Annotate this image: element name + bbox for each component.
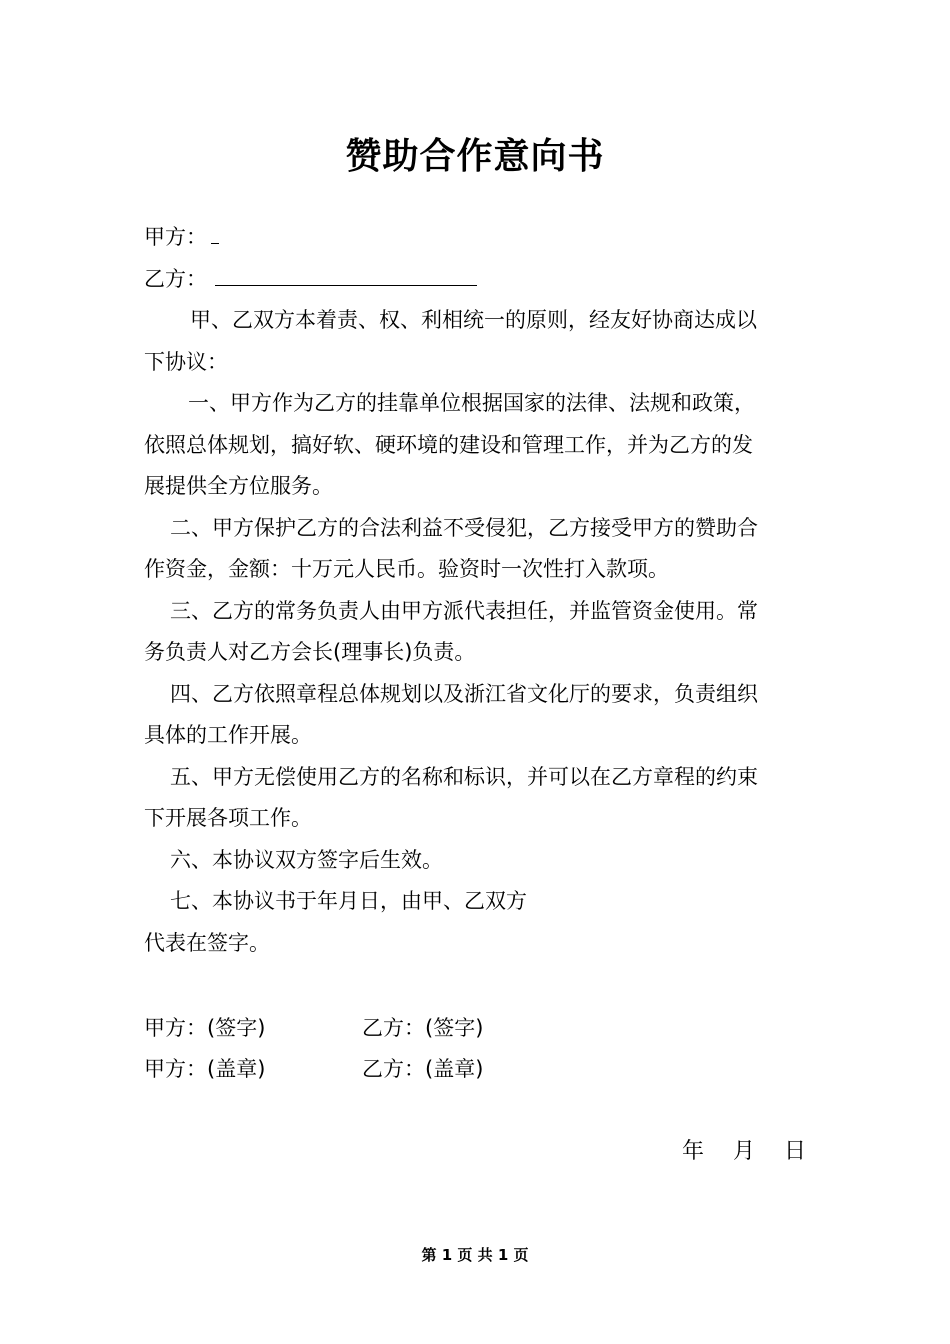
party-a-seal: 甲方：(盖章) <box>144 1057 266 1081</box>
party-a-label: 甲方： <box>144 225 207 249</box>
page-footer: 第 1 页 共 1 页 <box>421 1246 529 1264</box>
clause-3-line-2: 务负责人对乙方会长(理事长)负责。 <box>144 640 476 664</box>
party-a-signature: 甲方：(签字) <box>144 1016 266 1040</box>
party-a-blank <box>211 225 219 244</box>
clause-2-line-1: 二、甲方保护乙方的合法利益不受侵犯，乙方接受甲方的赞助合 <box>170 515 758 540</box>
clause-1-line-2: 依照总体规划，搞好软、硬环境的建设和管理工作，并为乙方的发 <box>144 432 753 457</box>
party-b-signature: 乙方：(签字) <box>362 1016 484 1040</box>
party-b-blank <box>215 267 477 286</box>
clause-6-line-1: 六、本协议双方签字后生效。 <box>170 847 443 872</box>
clause-4-line-1: 四、乙方依照章程总体规划以及浙江省文化厅的要求，负责组织 <box>170 681 758 706</box>
clause-4-line-2: 具体的工作开展。 <box>144 723 312 747</box>
date-day: 日 <box>783 1139 806 1164</box>
clause-5-line-2: 下开展各项工作。 <box>144 806 312 830</box>
clause-5-line-1: 五、甲方无偿使用乙方的名称和标识，并可以在乙方章程的约束 <box>170 764 758 789</box>
clause-2-line-2: 作资金，金额：十万元人民币。验资时一次性打入款项。 <box>144 557 669 581</box>
party-b-line <box>144 259 808 301</box>
party-a-line <box>144 217 808 259</box>
document-body <box>144 217 808 964</box>
signing-date <box>682 1134 806 1165</box>
intro-line-2: 下协议： <box>144 349 228 374</box>
intro-line-1: 甲、乙双方本着责、权、利相统一的原则，经友好协商达成以 <box>190 308 757 332</box>
clause-7-line-2: 代表在签字。 <box>144 930 270 955</box>
clause-1-line-3: 展提供全方位服务。 <box>144 474 333 498</box>
date-month: 月 <box>732 1139 755 1164</box>
clause-1-line-1: 一、甲方作为乙方的挂靠单位根据国家的法律、法规和政策， <box>188 391 755 415</box>
clause-3-line-1: 三、乙方的常务负责人由甲方派代表担任，并监管资金使用。常 <box>170 598 758 623</box>
date-year: 年 <box>681 1139 704 1164</box>
party-b-seal: 乙方：(盖章) <box>362 1057 484 1081</box>
document-title: 赞助合作意向书 <box>345 136 605 177</box>
party-b-label: 乙方： <box>144 266 207 291</box>
clause-7-line-1: 七、本协议书于年月日，由甲、乙双方 <box>170 889 527 913</box>
